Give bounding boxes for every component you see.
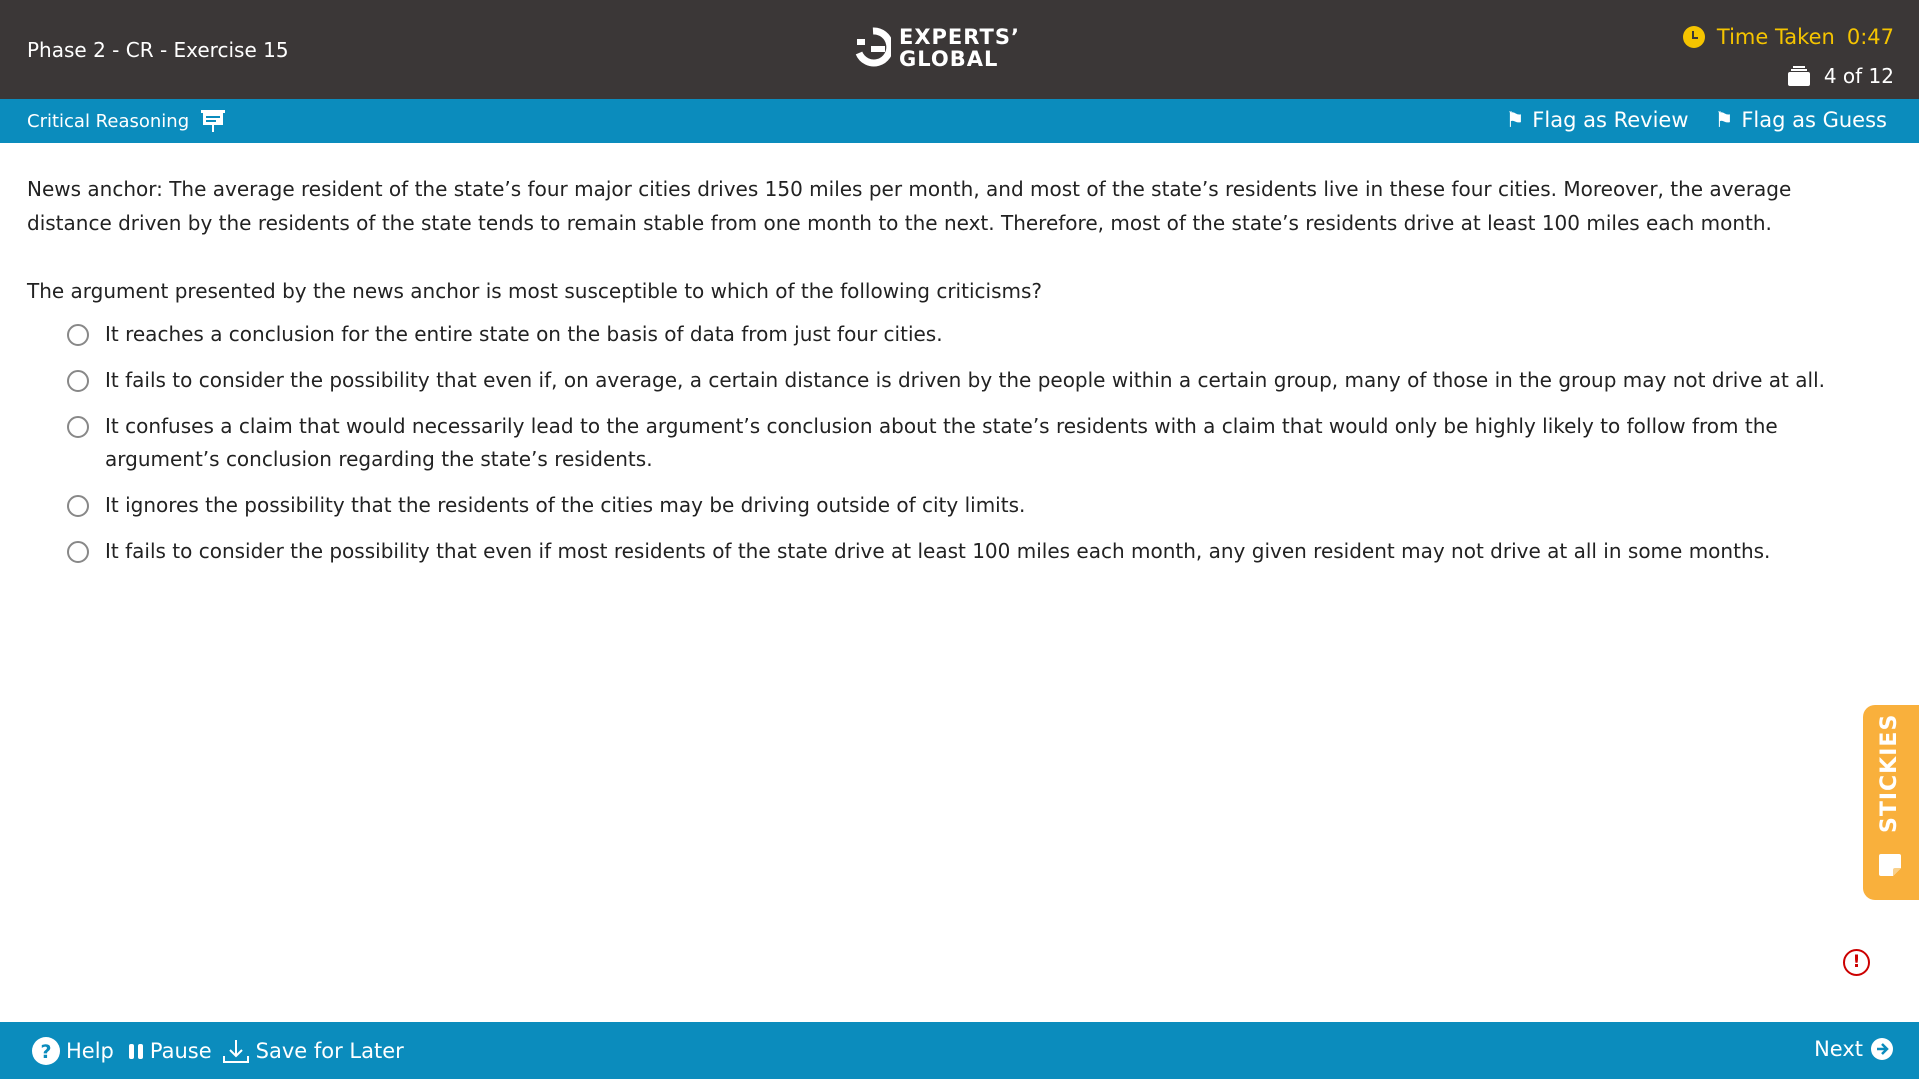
stickies-label: STICKIES (1877, 713, 1902, 833)
time-value: 0:47 (1846, 25, 1894, 49)
top-header (0, 0, 1919, 99)
clock-icon (1683, 26, 1705, 48)
radio-button[interactable] (67, 416, 89, 438)
option-text: It confuses a claim that would necessarily lead to the argument’s conclusion about the state’s residents with a claim that would only be highly likely to follow from the argument’s conclusion regarding the state’s residents. (105, 414, 1778, 471)
passage: News anchor: The average resident of the state’s four major cities drives 150 miles per month, and most of the state’s residents live in these four cities. Moreover, the average distance driven by the residents of the state tends to remain stable from one month to the next. Therefore, most of the state’s residents drive at least 100 miles each month. (27, 177, 1792, 235)
pause-label: Pause (149, 1039, 212, 1063)
answer-options (27, 318, 1827, 568)
flag-review-label: Flag as Review (1532, 108, 1689, 132)
bottom-bar (0, 1022, 1919, 1079)
option-text: It ignores the possibility that the residents of the cities may be driving outside of city limits. (105, 493, 1026, 517)
flag-icon: ⚑ (1714, 108, 1734, 132)
question-counter (1788, 64, 1894, 88)
radio-button[interactable] (67, 370, 89, 392)
report-error-icon[interactable]: ! (1843, 949, 1870, 976)
stickies-tab[interactable] (1863, 705, 1919, 900)
section-name (27, 110, 225, 132)
help-label: Help (66, 1039, 114, 1063)
answer-option-e[interactable] (67, 535, 1827, 568)
option-text: It fails to consider the possibility that even if most residents of the state drive at least 100 miles each month, any given resident may not drive at all in some months. (105, 539, 1771, 563)
logo-line1: EXPERTS’ (899, 25, 1020, 49)
exercise-title: Phase 2 - CR - Exercise 15 (27, 38, 289, 62)
answer-option-a[interactable] (67, 318, 1827, 351)
logo-icon (855, 27, 891, 69)
help-icon (32, 1037, 60, 1065)
save-label: Save for Later (255, 1039, 404, 1063)
download-icon (222, 1038, 250, 1064)
section-bar (0, 99, 1919, 143)
progress-text: 4 of 12 (1823, 64, 1894, 88)
question-prompt: The argument presented by the news anchor is most susceptible to which of the following criticisms? (27, 279, 1042, 303)
option-text: It fails to consider the possibility that even if, on average, a certain distance is driven by the people within a certain group, many of those in the group may not drive at all. (105, 368, 1825, 392)
pause-icon (128, 1042, 144, 1060)
stack-icon (1788, 66, 1810, 86)
flag-review-button[interactable] (1505, 108, 1688, 132)
help-button[interactable] (32, 1037, 114, 1065)
radio-button[interactable] (67, 495, 89, 517)
flag-icon: ⚑ (1505, 108, 1525, 132)
flag-guess-label: Flag as Guess (1741, 108, 1887, 132)
section-label: Critical Reasoning (27, 110, 190, 132)
save-for-later-button[interactable] (222, 1038, 404, 1064)
timer (1683, 25, 1894, 49)
sticky-note-icon (1877, 852, 1903, 878)
arrow-right-circle-icon (1871, 1038, 1893, 1060)
radio-button[interactable] (67, 541, 89, 563)
next-button[interactable] (1814, 1037, 1893, 1061)
answer-option-b[interactable] (67, 364, 1827, 397)
answer-option-c[interactable] (67, 410, 1827, 476)
option-text: It reaches a conclusion for the entire state on the basis of data from just four cities. (105, 322, 943, 346)
question-area (27, 172, 1827, 581)
time-label: Time Taken (1716, 25, 1835, 49)
presentation-icon[interactable] (201, 110, 225, 132)
pause-button[interactable] (128, 1039, 212, 1063)
logo-line2: GLOBAL (899, 47, 999, 71)
experts-global-logo (855, 26, 1020, 70)
next-label: Next (1814, 1037, 1863, 1061)
flag-guess-button[interactable] (1715, 108, 1888, 132)
answer-option-d[interactable] (67, 489, 1827, 522)
svg-text:?: ? (40, 1041, 52, 1063)
radio-button[interactable] (67, 324, 89, 346)
